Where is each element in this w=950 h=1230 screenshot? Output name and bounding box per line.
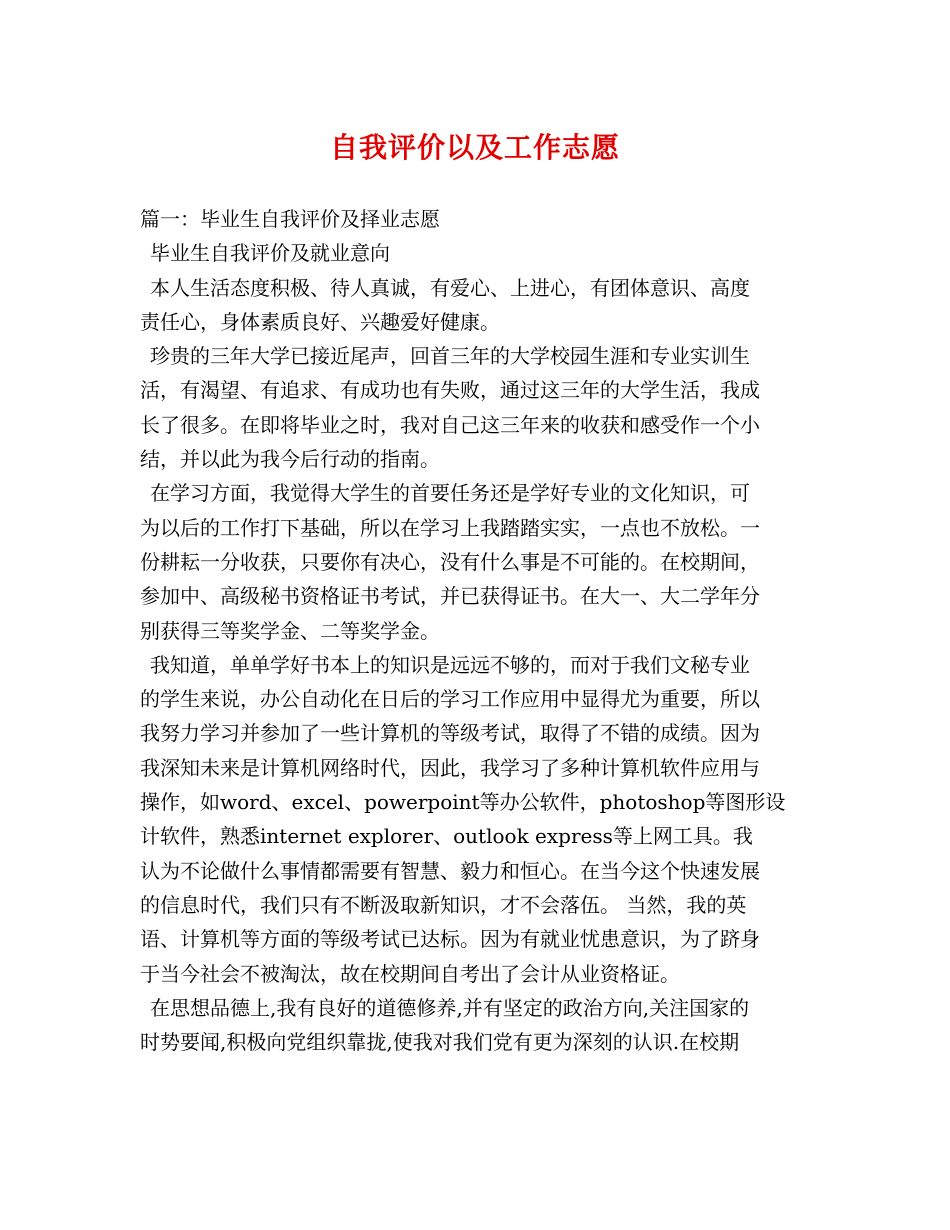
paragraph-line: 别获得三等奖学金、二等奖学金。 — [140, 618, 440, 643]
paragraph-line: 在学习方面，我觉得大学生的首要任务还是学好专业的文化知识，可 — [150, 481, 750, 506]
paragraph-line: 在思想品德上,我有良好的道德修养,并有坚定的政治方向,关注国家的 — [150, 995, 750, 1020]
paragraph-line: 本人生活态度积极、待人真诚，有爱心、上进心，有团体意识、高度 — [150, 275, 750, 300]
paragraph-line: 认为不论做什么事情都需要有智慧、毅力和恒心。在当今这个快速发展 — [140, 858, 760, 883]
paragraph-line: 语、计算机等方面的等级考试已达标。因为有就业忧患意识，为了跻身 — [140, 927, 760, 952]
paragraph-line: 珍贵的三年大学已接近尾声，回首三年的大学校园生涯和专业实训生 — [150, 344, 750, 369]
paragraph-line: 为以后的工作打下基础，所以在学习上我踏踏实实，一点也不放松。一 — [140, 515, 760, 540]
paragraph-line: 时势要闻,积极向党组织靠拢,使我对我们党有更为深刻的认识.在校期 — [140, 1030, 740, 1055]
subheading: 毕业生自我评价及就业意向 — [150, 241, 390, 266]
document-body — [140, 202, 816, 1059]
paragraph-line: 我深知未来是计算机网络时代，因此，我学习了多种计算机软件应用与 — [140, 755, 760, 780]
document-title: 自我评价以及工作志愿 — [329, 131, 620, 164]
paragraph-line: 份耕耘一分收获，只要你有决心，没有什么事是不可能的。在校期间， — [140, 549, 760, 574]
section-heading: 篇一：毕业生自我评价及择业志愿 — [140, 207, 440, 231]
paragraph-line: 的学生来说，办公自动化在日后的学习工作应用中显得尤为重要，所以 — [140, 687, 760, 712]
paragraph-line: 结，并以此为我今后行动的指南。 — [140, 447, 440, 472]
paragraph-line: 参加中、高级秘书资格证书考试，并已获得证书。在大一、大二学年分 — [140, 584, 760, 609]
paragraph-line: 操作，如word、excel、powerpoint等办公软件，photoshop等图形设 — [140, 790, 786, 815]
paragraph-line: 责任心，身体素质良好、兴趣爱好健康。 — [140, 309, 500, 334]
paragraph-line: 我努力学习并参加了一些计算机的等级考试，取得了不错的成绩。因为 — [140, 721, 760, 746]
paragraph-line: 计软件，熟悉internet explorer、outlook express等上网工具。我 — [140, 824, 753, 849]
paragraph-line: 的信息时代，我们只有不断汲取新知识，才不会落伍。 当然，我的英 — [140, 892, 747, 917]
paragraph-line: 活，有渴望、有追求、有成功也有失败，通过这三年的大学生活，我成 — [140, 378, 760, 403]
paragraph-line: 长了很多。在即将毕业之时，我对自己这三年来的收获和感受作一个小 — [140, 412, 760, 437]
paragraph-line: 于当今社会不被淘汰，故在校期间自考出了会计从业资格证。 — [140, 961, 680, 986]
paragraph-line: 我知道，单单学好书本上的知识是远远不够的，而对于我们文秘专业 — [150, 652, 750, 677]
